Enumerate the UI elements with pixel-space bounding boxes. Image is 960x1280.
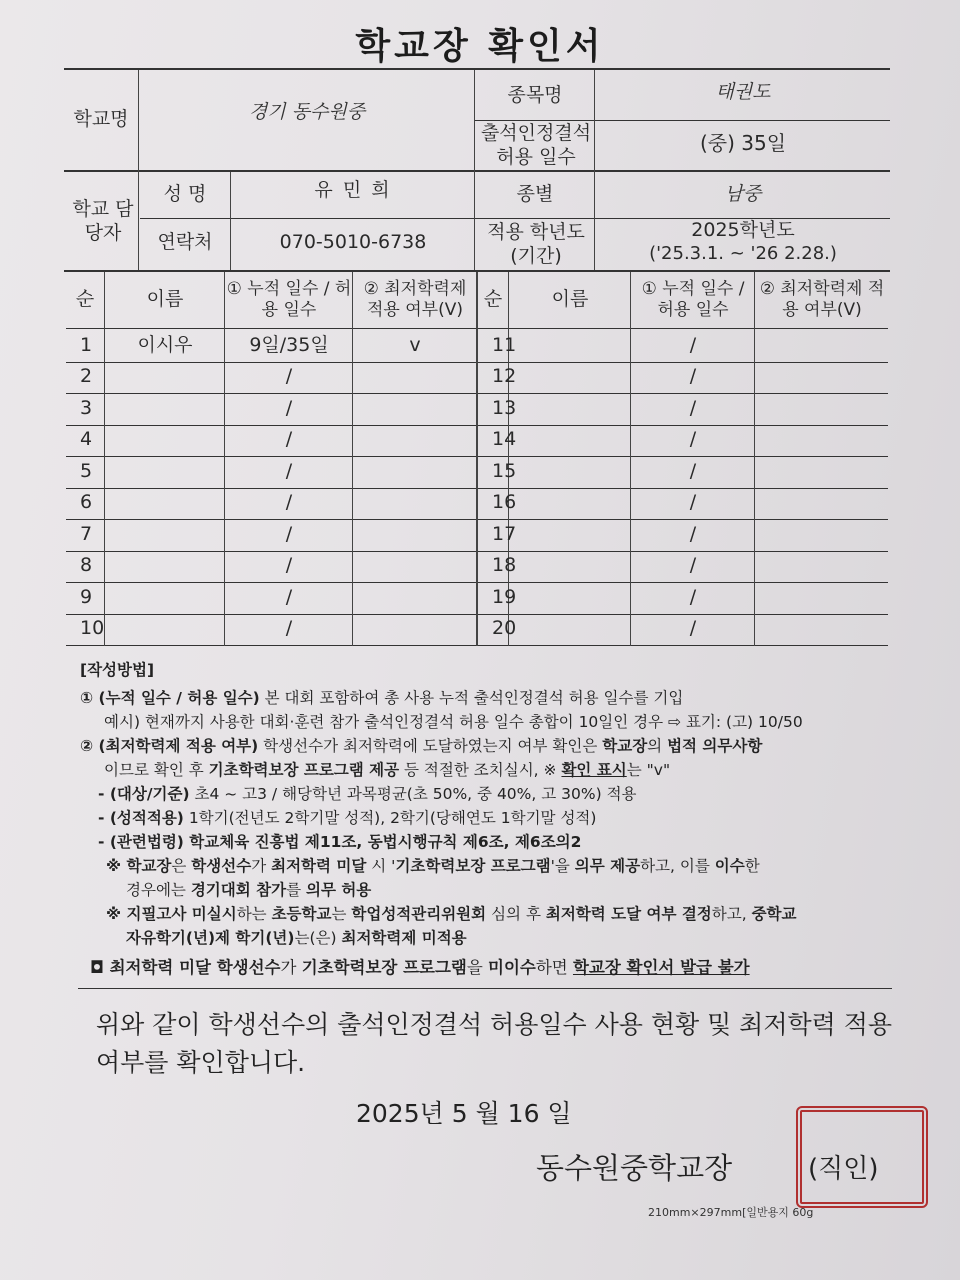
remark-1-cont-part: 경기대회 참가 [190,881,287,899]
remark-1-part: ※ 학교장 [106,857,172,875]
row-no-cell: 20 [492,617,517,640]
year-label: 적용 학년도 (기간) [487,221,585,267]
row-days-cell: / [689,585,697,608]
detail-1-text: 초4 ~ 고3 / 해당학년 과목평균(초 50%, 중 40%, 고 30%) 적용 [189,785,637,803]
note-2-emph: 학교장 [602,737,648,755]
row-min-cell [756,614,888,646]
row-name-cell [510,519,630,551]
notes-heading: [작성방법] [80,661,155,679]
note-2-text: 의 [647,737,668,755]
remark-1-part: 가 [251,857,272,875]
detail-3-text: 학교체육 진흥법 제11조, 동법시행규칙 제6조, 제6조의2 [183,833,582,851]
row-name-cell [106,551,224,583]
header-days-right: ① 누적 일수 / 허용 일수 [641,278,745,320]
row-days-cell: / [285,522,293,545]
row-days-cell: / [689,491,697,514]
row-min-cell [354,362,476,394]
info-vline [138,70,139,270]
row-days-cell: / [689,554,697,577]
row-name-cell [510,362,630,394]
row-days-cell: / [285,396,293,419]
row-min-cell: v [409,333,421,356]
table-vline [224,272,225,646]
remark-1-part: 학생선수 [191,857,252,875]
table-vline [352,272,353,646]
row-days-cell: / [285,617,293,640]
contact-label: 연락처 [157,231,213,254]
row-name-cell [510,582,630,614]
row-name-cell [510,393,630,425]
header-no-left: 순 [75,288,95,311]
row-name-cell [106,425,224,457]
remark-2-part: 학업성적관리위원회 [351,905,487,923]
row-name-cell [106,519,224,551]
remark-1-part: 한 [744,857,760,875]
year-value: 2025학년도 [691,219,795,242]
remark-1-part: 최저학력 미달 [271,857,367,875]
event-value: 태권도 [715,81,771,104]
category-label: 종별 [516,183,554,206]
remark-2-part: 하고, [711,905,752,923]
year-range: ('25.3.1. ~ '26 2.28.) [649,242,837,264]
confirm-divider [78,988,892,989]
header-name-left: 이름 [146,288,184,311]
remark-1-part: 시 ' [366,857,396,875]
warning-part: 을 [466,958,489,977]
row-no-cell: 13 [492,396,517,419]
note-2-cont-text: 이므로 확인 후 [104,761,209,779]
row-min-cell [756,393,888,425]
row-name-cell [510,330,630,362]
row-days-cell: / [689,428,697,451]
row-min-cell [354,393,476,425]
row-no-cell: 3 [80,396,93,419]
remark-2-part: 하는 [236,905,272,923]
note-2-label: ② (최저학력제 적용 여부) [80,737,259,755]
info-vline [474,70,475,270]
detail-2-label: - (성적적용) [98,809,184,827]
row-no-cell: 8 [80,554,93,577]
note-1-text: 본 대회 포함하여 총 사용 누적 출석인정결석 허용 일수를 기입 [259,689,684,707]
table-vline [104,272,105,646]
note-2-cont [80,758,900,782]
row-min-cell [354,519,476,551]
note-1-example: 예시) 현재까지 사용한 대회·훈련 참가 출석인정결석 허용 일수 총합이 10일인 경우 ⇨ 표기: (고) 10/50 [104,713,803,731]
event-label: 종목명 [507,84,563,107]
row-min-cell [756,425,888,457]
remark-1-cont-part: 를 [286,881,306,899]
detail-1 [80,782,900,806]
row-min-cell [756,519,888,551]
remark-1-part: 의무 제공 [574,857,641,875]
row-name-cell [106,393,224,425]
row-days-cell: / [689,459,697,482]
row-name-cell [106,582,224,614]
note-2-cont-text: 등 적절한 조치실시, ※ [399,761,562,779]
header-no-right: 순 [483,288,503,311]
row-name-cell [106,614,224,646]
seal-label: (직인) [808,1154,879,1184]
header-min-left: ② 최저학력제 적용 여부(V) [363,278,467,320]
staff-name-value: 유 민 희 [314,179,392,202]
school-name-value: 경기 동수원중 [248,101,366,124]
row-days-cell: / [285,491,293,514]
row-days-cell: / [285,554,293,577]
row-days-cell: / [285,459,293,482]
row-name-cell [510,614,630,646]
row-min-cell [354,456,476,488]
row-min-cell [354,425,476,457]
note-2-cont-text: 는 "v" [626,761,671,779]
row-days-cell: 9일/35일 [249,333,329,356]
row-min-cell [354,582,476,614]
category-value: 남중 [724,183,762,206]
allowed-days-value: (중) 35일 [699,130,787,155]
allowed-days-label: 출석인정결석 허용 일수 [480,122,592,168]
row-days-cell: / [689,617,697,640]
remark-1-part: 이수 [714,857,745,875]
note-2-cont-emph: 확인 표시 [561,761,627,779]
row-no-cell: 1 [80,333,93,356]
school-staff-label: 학교 담당자 [72,198,134,244]
remark-2-part: 는 [331,905,352,923]
principal-name: 동수원중학교장 [536,1151,733,1185]
row-days-cell: / [285,428,293,451]
row-name-cell: 이시우 [137,333,193,356]
warning-line [80,956,900,980]
row-no-cell: 2 [80,365,93,388]
row-no-cell: 11 [492,333,517,356]
detail-1-label: - (대상/기준) [98,785,190,803]
row-name-cell [510,456,630,488]
writing-instructions [80,658,900,980]
row-no-cell: 12 [492,365,517,388]
table-vline [754,272,755,646]
row-no-cell: 5 [80,459,93,482]
remark-2-part: 초등학교 [271,905,332,923]
row-name-cell [106,488,224,520]
note-2-cont-emph: 기초학력보장 프로그램 제공 [208,761,400,779]
info-vline [230,172,231,270]
row-min-cell [756,551,888,583]
paper-spec: 210mm×297mm[일반용지 60g [648,1206,814,1219]
note-1-label: ① (누적 일수 / 허용 일수) [80,689,260,707]
row-name-cell [106,456,224,488]
row-no-cell: 19 [492,585,517,608]
info-vline [594,70,595,270]
remark-2-part: 중학교 [751,905,797,923]
row-no-cell: 7 [80,522,93,545]
remark-1 [80,854,900,878]
row-min-cell [354,614,476,646]
row-name-cell [510,488,630,520]
remark-1-part: '을 [550,857,575,875]
confirmation-statement: 위와 같이 학생선수의 출석인정결석 허용일수 사용 현황 및 최저학력 적용 여부를 확인합니다. [96,1010,893,1077]
detail-2 [80,806,900,830]
row-days-cell: / [689,522,697,545]
note-2-emph: 법적 의무사항 [667,737,763,755]
remark-2-cont-part: 는(은) [294,929,342,947]
row-min-cell [756,362,888,394]
warning-part: 기초학력보장 프로그램 [301,958,467,977]
remark-2-part: 심의 후 [486,905,546,923]
remark-1-part: 기초학력보장 프로그램 [395,857,551,875]
staff-name-label: 성 명 [163,183,207,206]
remark-1-cont-part: 경우에는 [126,881,191,899]
row-days-cell: / [285,365,293,388]
remark-2-part: ※ 지필고사 미실시 [106,905,237,923]
contact-value: 070-5010-6738 [279,231,427,254]
remark-2-cont [80,926,900,950]
row-min-cell [756,456,888,488]
detail-2-text: 1학기(전년도 2학기말 성적), 2학기(당해연도 1학기말 성적) [183,809,597,827]
header-days-left: ① 누적 일수 / 허용 일수 [226,278,352,320]
row-min-cell [756,582,888,614]
detail-3-label: - (관련법령) [98,833,184,851]
remark-2-cont-part: 최저학력제 미적용 [341,929,467,947]
row-name-cell [510,551,630,583]
row-no-cell: 16 [492,491,517,514]
row-no-cell: 10 [80,617,105,640]
warning-part: 최저학력 미달 학생선수 [103,958,281,977]
row-no-cell: 9 [80,585,93,608]
header-name-right: 이름 [551,288,589,311]
warning-part: 가 [280,958,302,977]
note-2-text: 학생선수가 최저학력에 도달하였는지 여부 확인은 [258,737,603,755]
row-days-cell: / [689,333,697,356]
row-no-cell: 17 [492,522,517,545]
row-no-cell: 15 [492,459,517,482]
row-min-cell [354,488,476,520]
remark-1-part: 은 [171,857,192,875]
remark-2 [80,902,900,926]
remark-2-part: 최저학력 도달 여부 결정 [545,905,712,923]
warning-part: 미이수 [488,958,536,977]
warning-icon: ◘ [90,958,104,977]
school-name-label: 학교명 [73,108,129,131]
note-1 [80,686,900,710]
note-2 [80,734,900,758]
row-no-cell: 4 [80,428,93,451]
warning-part: 하면 [535,958,573,977]
remark-1-cont-part: 의무 허용 [305,881,372,899]
document-title: 학교장 확인서 [355,26,605,67]
row-min-cell [756,330,888,362]
detail-3 [80,830,900,854]
row-no-cell: 6 [80,491,93,514]
row-name-cell [106,362,224,394]
row-days-cell: / [689,396,697,419]
row-name-cell [510,425,630,457]
row-min-cell [354,551,476,583]
row-no-cell: 18 [492,554,517,577]
header-min-right: ② 최저학력제 적용 여부(V) [759,278,885,320]
remark-1-part: 하고, 이를 [640,857,715,875]
remark-2-cont-part: 자유학기(년)제 학기(년) [126,929,295,947]
row-min-cell [756,488,888,520]
row-days-cell: / [285,585,293,608]
row-days-cell: / [689,365,697,388]
table-vline [630,272,631,646]
issue-date: 2025년 5 월 16 일 [356,1099,572,1128]
row-no-cell: 14 [492,428,517,451]
remark-1-cont [80,878,900,902]
warning-part: 학교장 확인서 발급 불가 [572,958,750,977]
